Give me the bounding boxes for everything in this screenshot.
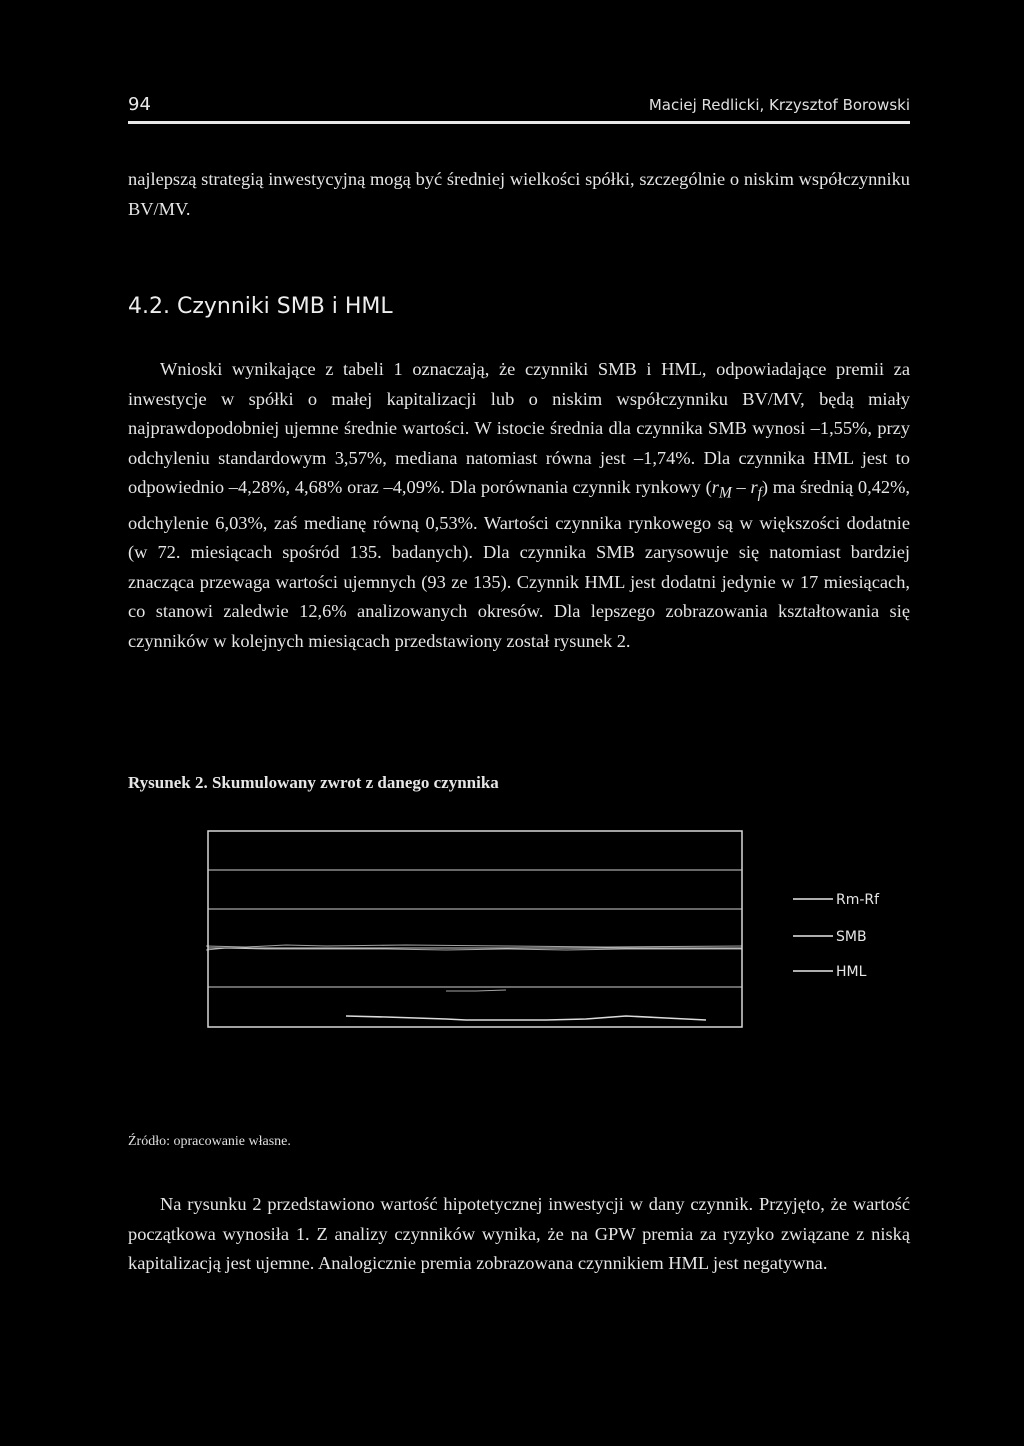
running-head-authors: Maciej Redlicki, Krzysztof Borowski [648, 96, 910, 114]
plot-area-frame [208, 831, 742, 1027]
section-title: 4.2. Czynniki SMB i HML [128, 294, 393, 319]
chart-series-lines [206, 945, 742, 1020]
header-rule [128, 121, 910, 124]
intro-paragraph: najlepszą strategią inwestycyjną mogą być średniej wielkości spółki, szczególnie o niskim współczynniku BV/MV. [128, 169, 910, 219]
figure-caption: Rysunek 2. Skumulowany zwrot z danego czynnika [128, 773, 499, 792]
subscript-f: f [757, 485, 762, 503]
legend-label: HML [836, 964, 867, 980]
minus-sign: – [731, 477, 751, 498]
figure-source: Źródło: opracowanie własne. [128, 1134, 291, 1149]
page-header [128, 94, 910, 120]
series-line-hml-segment [446, 990, 506, 991]
chart-gridlines [208, 870, 742, 987]
closing-paragraph: Na rysunku 2 przedstawiono wartość hipotetycznej inwestycji w dany czynnik. Przyjęto, że wartość początkowa wynosiła 1. Z analizy czynników wynika, że na GPW premia za ryzyko związane z niską kapitalizacją jest ujemne. Analogicznie premia zobrazowana czynnikiem HML jest negatywna. [128, 1194, 910, 1274]
section-paragraph [128, 355, 910, 657]
legend-label: SMB [836, 929, 867, 945]
legend-label: Rm-Rf [836, 892, 880, 908]
page-number: 94 [128, 94, 151, 115]
series-line-rm-rf [206, 945, 742, 947]
subscript-m: M [718, 485, 732, 503]
series-line-hml [346, 1016, 706, 1020]
paragraph-text-part-2: ) ma średnią 0,42%, odchylenie 6,03%, zaś medianę równą 0,53%. Wartości czynnika rynkowego są w większości dodatnie (w 72. miesiącach spośród 135. badanych). Dla czynnika SMB zarysowuje się natomiast bardziej znacząca przewaga wartości ujemnych (93 ze 135). Czynnik HML jest dodatni jedynie w 17 miesiącach, co stanowi zaledwie 12,6% analizowanych okresów. Dla lepszego zobrazowania kształtowania się czynników w kolejnych miesiącach przedstawiony został rysunek 2. [128, 477, 911, 652]
chart-legend [793, 892, 880, 980]
paragraph-text-part-1: Wnioski wynikające z tabeli 1 oznaczają, że czynniki SMB i HML, odpowiadające premii za inwestycje w spółki o małej kapitalizacji lub o niskim współczynniku BV/MV, będą miały najprawdopodobniej ujemne średnie wartości. W istocie średnia dla czynnika SMB wynosi –1,55%, przy odchyleniu standardowym 3,57%, mediana natomiast równa jest –1,74%. Dla czynnika HML jest to odpowiednio –4,28%, 4,68% oraz –4,09%. Dla porównania czynnik rynkowy ( [128, 359, 910, 498]
cumulative-return-chart [206, 828, 896, 1034]
r-symbol-2: r [750, 477, 758, 498]
r-symbol: r [711, 477, 719, 498]
